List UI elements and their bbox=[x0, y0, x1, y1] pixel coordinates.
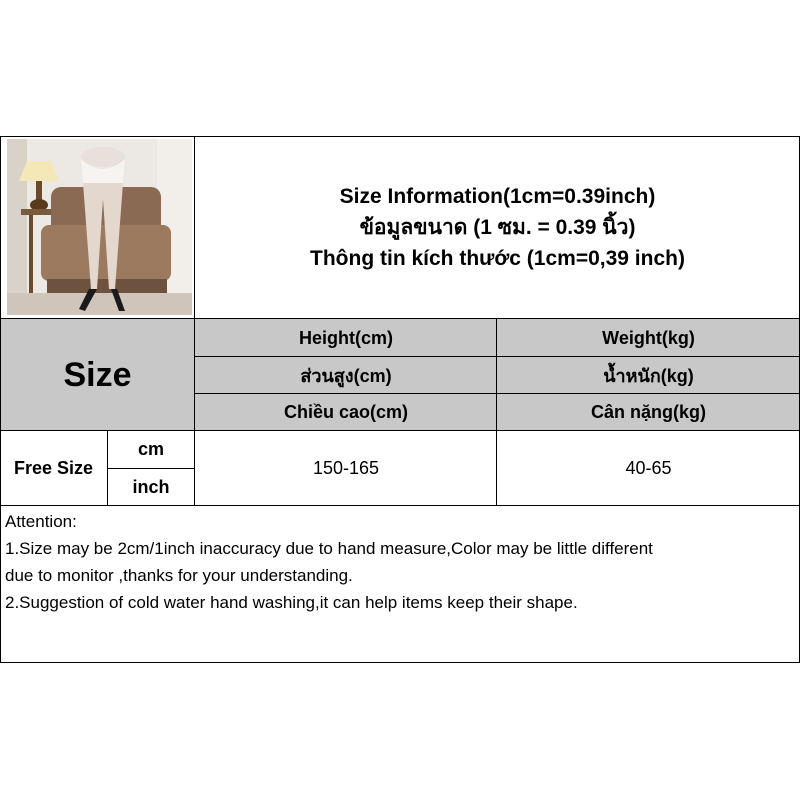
rule-notes-top bbox=[0, 505, 800, 506]
note-line-1: 1.Size may be 2cm/1inch inaccuracy due to hand measure,Color may be little different bbox=[5, 539, 653, 558]
title-thai: ข้อมูลขนาด (1 ซม. = 0.39 นิ้ว) bbox=[359, 216, 636, 239]
height-header-th: ส่วนสูง(cm) bbox=[300, 366, 392, 386]
rule-unit-left bbox=[107, 431, 108, 506]
rule-header-1 bbox=[195, 356, 800, 357]
border-left bbox=[0, 136, 1, 663]
height-value: 150-165 bbox=[312, 458, 380, 478]
product-photo bbox=[7, 139, 192, 315]
notes-heading: Attention: bbox=[5, 512, 77, 531]
rule-header-top bbox=[0, 318, 800, 319]
rule-data-top bbox=[0, 430, 800, 431]
size-chart bbox=[0, 136, 800, 663]
weight-header-en: Weight(kg) bbox=[602, 327, 695, 348]
height-header-en: Height(cm) bbox=[299, 327, 393, 348]
weight-header-vi: Cân nặng(kg) bbox=[591, 402, 706, 422]
note-line-2: due to monitor ,thanks for your understanding. bbox=[5, 566, 353, 585]
border-bottom bbox=[0, 662, 800, 663]
unit-inch-label: inch bbox=[132, 476, 170, 497]
weight-header-th: น้ำหนัก(kg) bbox=[603, 366, 694, 386]
free-size-label: Free Size bbox=[13, 458, 94, 478]
unit-cm-label: cm bbox=[137, 439, 164, 459]
note-line-3: 2.Suggestion of cold water hand washing,it can help items keep their shape. bbox=[5, 593, 578, 612]
product-photo-image bbox=[7, 139, 192, 315]
weight-value: 40-65 bbox=[625, 458, 672, 478]
size-info-title-block bbox=[195, 136, 800, 319]
rule-unit-split bbox=[107, 468, 195, 469]
title-vietnamese: Thông tin kích thước (1cm=0,39 inch) bbox=[310, 247, 685, 270]
border-top bbox=[0, 136, 800, 137]
rule-photo-right bbox=[194, 136, 195, 506]
height-header-vi: Chiều cao(cm) bbox=[283, 402, 409, 422]
title-english: Size Information(1cm=0.39inch) bbox=[339, 185, 656, 208]
size-label: Size bbox=[63, 355, 132, 394]
attention-notes bbox=[5, 508, 795, 616]
rule-weight-left bbox=[496, 319, 497, 506]
rule-header-2 bbox=[195, 393, 800, 394]
